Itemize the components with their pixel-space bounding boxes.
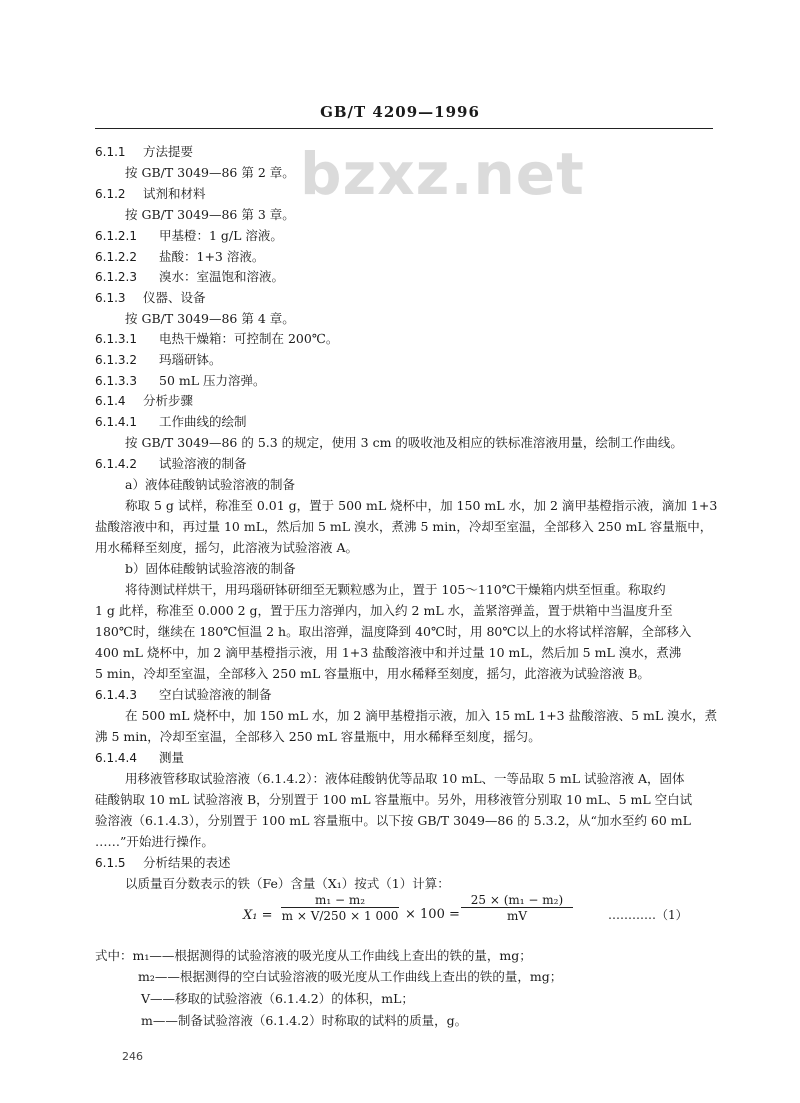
formula-times-100: × 100 = <box>405 907 460 922</box>
body-line: 按 GB/T 3049—86 第 2 章。 <box>125 165 295 180</box>
section-number: 6.1.3 <box>95 291 126 305</box>
section-number: 6.1.2.2 <box>95 250 137 264</box>
section-6-1-3 <box>95 289 720 307</box>
section-6-1-2-1 <box>95 227 720 245</box>
header-rule <box>95 128 713 129</box>
subsection-a: a）液体硅酸钠试验溶液的制备 <box>125 477 295 492</box>
section-number: 6.1.2.1 <box>95 229 137 243</box>
section-number: 6.1.4.4 <box>95 751 137 765</box>
body-line: 沸 5 min，冷却至室温，全部移入 250 mL 容量瓶中，用水稀释至刻度，摇匀。 <box>95 729 541 744</box>
section-6-1-4-4 <box>95 749 720 767</box>
body-line: 用移液管移取试验溶液（6.1.4.2）：液体硅酸钠优等品取 10 mL、一等品取 5 mL 试验溶液 A，固体 <box>125 771 685 786</box>
section-title: 空白试验溶液的制备 <box>159 687 272 702</box>
body-line: 以质量百分数表示的铁（Fe）含量（X₁）按式（1）计算： <box>125 876 450 891</box>
section-title: 工作曲线的绘制 <box>159 414 247 429</box>
body-line: 400 mL 烧杯中，加 2 滴甲基橙指示液，用 1+3 盐酸溶液中和并过量 10 mL，然后加 5 mL 溴水，煮沸 <box>95 645 682 660</box>
section-title: 方法提要 <box>143 144 194 159</box>
section-text: 盐酸：1+3 溶液。 <box>159 249 265 264</box>
fraction-2-numerator: 25 × (m₁ − m₂) <box>461 893 573 908</box>
watermark: bzxz.net <box>300 140 585 208</box>
section-title: 试验溶液的制备 <box>159 456 247 471</box>
body-line: 按 GB/T 3049—86 的 5.3 的规定，使用 3 cm 的吸收池及相应的铁标准溶液用量，绘制工作曲线。 <box>125 435 683 450</box>
section-6-1-2 <box>95 185 720 203</box>
section-6-1-4 <box>95 392 720 410</box>
section-6-1-1 <box>95 143 720 161</box>
section-number: 6.1.2.3 <box>95 270 137 284</box>
body-line: 180℃时，继续在 180℃恒温 2 h。取出溶弹，温度降到 40℃时，用 80℃以上的水将试样溶解，全部移入 <box>95 624 692 639</box>
section-number: 6.1.1 <box>95 145 126 159</box>
fraction-1-numerator: m₁ − m₂ <box>281 893 399 908</box>
fraction-1-denominator: m × V/250 × 1 000 <box>281 909 399 923</box>
section-6-1-2-2 <box>95 248 720 266</box>
section-title: 分析步骤 <box>143 393 194 408</box>
section-text: 甲基橙：1 g/L 溶液。 <box>159 228 283 243</box>
section-number: 6.1.4.3 <box>95 688 137 702</box>
formula-lhs: X₁ = <box>243 908 273 923</box>
body-line: 在 500 mL 烧杯中，加 150 mL 水，加 2 滴甲基橙指示液，加入 15 mL 1+3 盐酸溶液、5 mL 溴水，煮 <box>125 708 718 723</box>
body-line: 盐酸溶液中和，再过量 10 mL，然后加 5 mL 溴水，煮沸 5 min，冷却至室温，全部移入 250 mL 容量瓶中， <box>95 519 713 534</box>
section-number: 6.1.3.2 <box>95 353 137 367</box>
section-number: 6.1.4.2 <box>95 457 137 471</box>
page-number: 246 <box>122 1050 143 1063</box>
body-line: ……”开始进行操作。 <box>95 834 214 849</box>
section-6-1-5 <box>95 854 720 872</box>
section-text: 玛瑙研钵。 <box>159 352 222 367</box>
formula-1 <box>243 893 713 943</box>
section-number: 6.1.2 <box>95 187 126 201</box>
section-6-1-4-3 <box>95 686 720 704</box>
subsection-b: b）固体硅酸钠试验溶液的制备 <box>125 561 296 576</box>
section-title: 分析结果的表述 <box>143 855 231 870</box>
body-line: 5 min，冷却至室温，全部移入 250 mL 容量瓶中，用水稀释至刻度，摇匀，此溶液为试验溶液 B。 <box>95 666 650 681</box>
symbol-m2: m₂——根据测得的空白试验溶液的吸光度从工作曲线上查出的铁的量，mg； <box>138 969 563 984</box>
section-number: 6.1.3.1 <box>95 332 137 346</box>
section-6-1-4-1 <box>95 413 720 431</box>
section-6-1-4-2 <box>95 455 720 473</box>
section-6-1-3-1 <box>95 330 720 348</box>
equation-number: …………（1） <box>608 908 688 922</box>
body-line: 验溶液（6.1.4.3），分别置于 100 mL 容量瓶中。以下按 GB/T 3049—86 的 5.3.2，从“加水至约 60 mL <box>95 813 691 828</box>
section-title: 试剂和材料 <box>143 186 206 201</box>
body-line: 称取 5 g 试样，称准至 0.01 g，置于 500 mL 烧杯中，加 150 mL 水，加 2 滴甲基橙指示液，滴加 1+3 <box>125 498 718 513</box>
page-header: GB/T 4209—1996 <box>320 103 480 121</box>
section-text: 电热干燥箱：可控制在 200℃。 <box>159 331 339 346</box>
section-number: 6.1.3.3 <box>95 374 137 388</box>
body-line: 按 GB/T 3049—86 第 3 章。 <box>125 207 295 222</box>
section-text: 溴水：室温饱和溶液。 <box>159 269 285 284</box>
fraction-1 <box>281 893 399 923</box>
section-title: 测量 <box>159 750 185 765</box>
section-number: 6.1.5 <box>95 856 126 870</box>
section-6-1-3-2 <box>95 351 720 369</box>
body-line: 按 GB/T 3049—86 第 4 章。 <box>125 311 295 326</box>
symbol-m: m——制备试验溶液（6.1.4.2）时称取的试料的质量，g。 <box>141 1013 468 1028</box>
symbol-V: V——移取的试验溶液（6.1.4.2）的体积，mL； <box>141 991 414 1006</box>
section-6-1-2-3 <box>95 268 720 286</box>
body-line: 硅酸钠取 10 mL 试验溶液 B，分别置于 100 mL 容量瓶中。另外，用移液管分别取 10 mL、5 mL 空白试 <box>95 792 693 807</box>
body-line: 1 g 此样，称准至 0.000 2 g，置于压力溶弹内，加入约 2 mL 水，盖紧溶弹盖，置于烘箱中当温度升至 <box>95 603 673 618</box>
section-number: 6.1.4.1 <box>95 415 137 429</box>
fraction-2-denominator: mV <box>506 909 528 923</box>
fraction-2 <box>461 893 573 923</box>
section-number: 6.1.4 <box>95 394 126 408</box>
symbol-m1: 式中：m₁——根据测得的试验溶液的吸光度从工作曲线上查出的铁的量，mg； <box>95 948 532 963</box>
body-line: 用水稀释至刻度，摇匀，此溶液为试验溶液 A。 <box>95 540 359 555</box>
section-6-1-3-3 <box>95 372 720 390</box>
section-text: 50 mL 压力溶弹。 <box>159 373 266 388</box>
body-line: 将待测试样烘干，用玛瑙研钵研细至无颗粒感为止，置于 105～110℃干燥箱内烘至恒重。称取约 <box>125 582 666 597</box>
section-title: 仪器、设备 <box>143 290 206 305</box>
